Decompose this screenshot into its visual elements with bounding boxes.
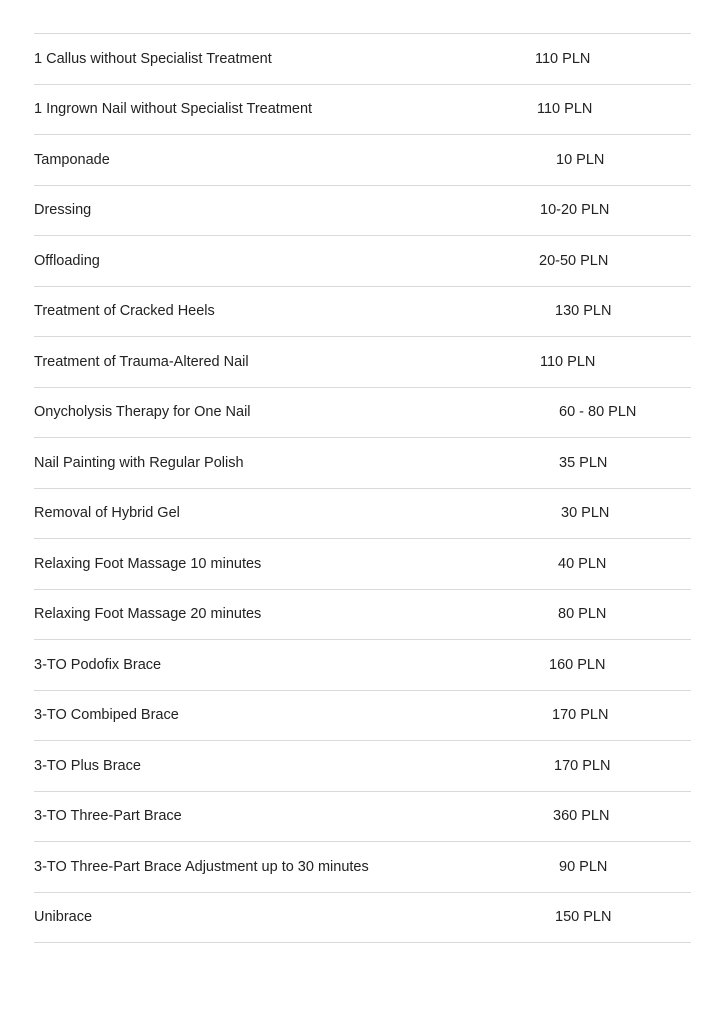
service-name: 3-TO Three-Part Brace bbox=[34, 808, 182, 825]
price-row bbox=[34, 135, 691, 186]
price-row bbox=[34, 287, 691, 338]
service-name: Dressing bbox=[34, 202, 92, 219]
service-price: 110 PLN bbox=[535, 50, 591, 67]
service-price: 10 PLN bbox=[556, 151, 605, 168]
price-row bbox=[34, 640, 691, 691]
service-name: Onycholysis Therapy for One Nail bbox=[34, 404, 251, 421]
price-row bbox=[34, 34, 691, 85]
service-price: 360 PLN bbox=[553, 808, 610, 825]
price-row bbox=[34, 539, 691, 590]
service-name: 1 Ingrown Nail without Specialist Treatment bbox=[34, 101, 313, 118]
price-row bbox=[34, 489, 691, 540]
price-row bbox=[34, 691, 691, 742]
price-row bbox=[34, 236, 691, 287]
service-name: Offloading bbox=[34, 252, 100, 269]
service-price: 35 PLN bbox=[559, 454, 608, 471]
price-table bbox=[34, 33, 691, 943]
service-price: 40 PLN bbox=[558, 555, 607, 572]
service-name: Removal of Hybrid Gel bbox=[34, 505, 180, 522]
service-name: 3-TO Three-Part Brace Adjustment up to 30 minutes bbox=[34, 858, 369, 875]
service-price: 80 PLN bbox=[558, 606, 607, 623]
service-price: 150 PLN bbox=[555, 909, 612, 926]
service-name: Relaxing Foot Massage 20 minutes bbox=[34, 606, 262, 623]
service-price: 170 PLN bbox=[554, 757, 611, 774]
price-row bbox=[34, 186, 691, 237]
service-name: Tamponade bbox=[34, 151, 110, 168]
price-row bbox=[34, 842, 691, 893]
service-price: 10-20 PLN bbox=[540, 202, 610, 219]
service-name: 1 Callus without Specialist Treatment bbox=[34, 50, 272, 67]
service-name: 3-TO Combiped Brace bbox=[34, 707, 179, 724]
price-row bbox=[34, 85, 691, 136]
service-price: 170 PLN bbox=[552, 707, 609, 724]
price-row bbox=[34, 741, 691, 792]
service-name: 3-TO Podofix Brace bbox=[34, 656, 162, 673]
service-name: Treatment of Cracked Heels bbox=[34, 303, 215, 320]
service-name: Relaxing Foot Massage 10 minutes bbox=[34, 555, 262, 572]
price-row bbox=[34, 438, 691, 489]
service-price: 20-50 PLN bbox=[539, 252, 609, 269]
service-price: 30 PLN bbox=[561, 505, 610, 522]
service-name: Unibrace bbox=[34, 909, 93, 926]
service-price: 110 PLN bbox=[540, 353, 596, 370]
service-name: Nail Painting with Regular Polish bbox=[34, 454, 244, 471]
price-row bbox=[34, 590, 691, 641]
price-row bbox=[34, 792, 691, 843]
service-price: 90 PLN bbox=[559, 858, 608, 875]
service-price: 130 PLN bbox=[555, 303, 612, 320]
price-row bbox=[34, 337, 691, 388]
service-price: 60 - 80 PLN bbox=[559, 404, 637, 421]
service-price: 160 PLN bbox=[549, 656, 606, 673]
service-name: 3-TO Plus Brace bbox=[34, 757, 141, 774]
service-price: 110 PLN bbox=[537, 101, 593, 118]
service-name: Treatment of Trauma-Altered Nail bbox=[34, 353, 249, 370]
price-row bbox=[34, 893, 691, 944]
price-row bbox=[34, 388, 691, 439]
